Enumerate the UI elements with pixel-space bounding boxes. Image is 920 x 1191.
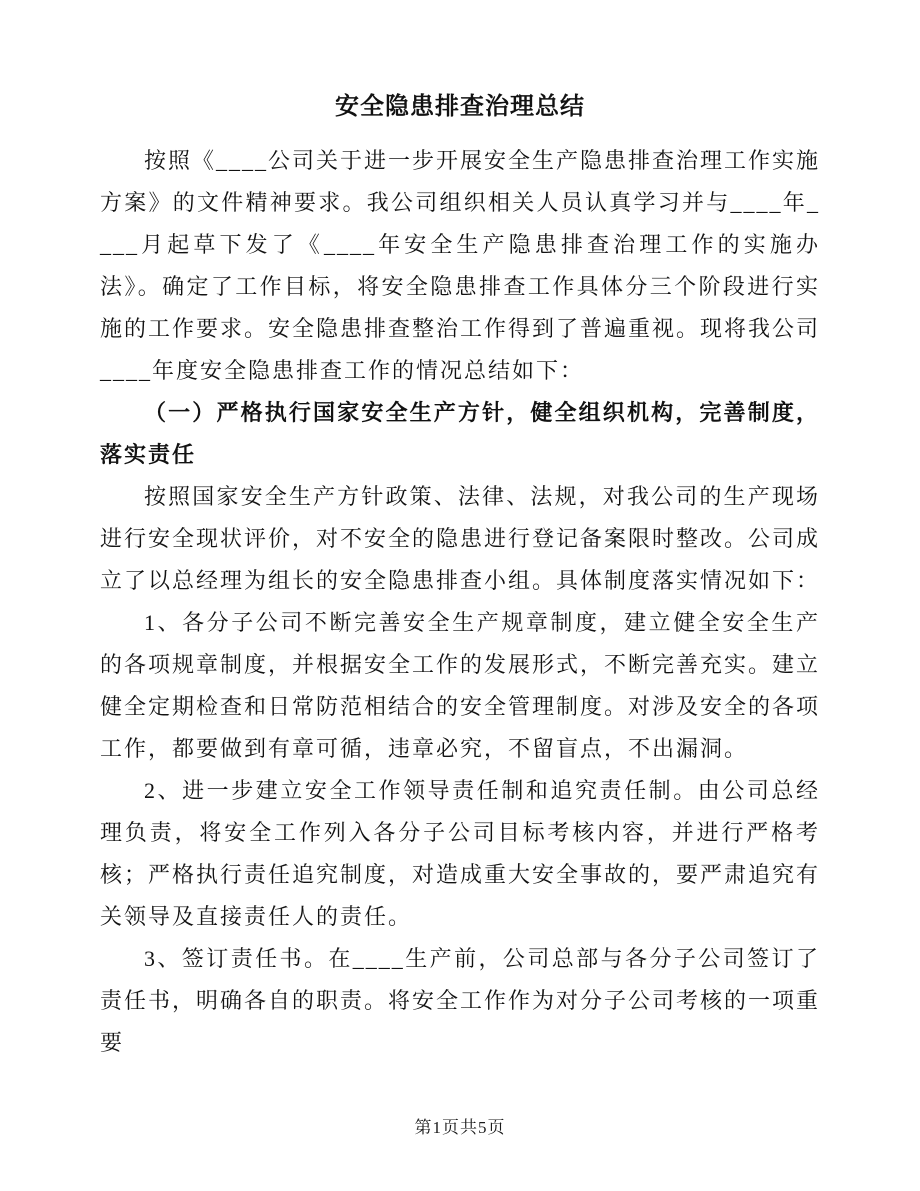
section-heading-1: （一）严格执行国家安全生产方针，健全组织机构，完善制度，落实责任 [100, 400, 820, 467]
body-paragraph-item-1: 1、各分子公司不断完善安全生产规章制度，建立健全安全生产的各项规章制度，并根据安全工作的发展形式，不断完善充实。建立健全定期检查和日常防范相结合的安全管理制度。对涉及安全的各项工作，都要做到有章可循，违章必究，不留盲点，不出漏洞。 [100, 610, 821, 761]
page-title: 安全隐患排查治理总结 [335, 94, 585, 120]
body-paragraph-item-2: 2、进一步建立安全工作领导责任制和追究责任制。由公司总经理负责，将安全工作列入各分子公司目标考核内容，并进行严格考核；严格执行责任追究制度，对造成重大安全事故的，要严肃追究有关领导及直接责任人的责任。 [100, 778, 821, 929]
body-paragraph-intro: 按照《____公司关于进一步开展安全生产隐患排查治理工作实施方案》的文件精神要求。我公司组织相关人员认真学习并与____年____月起草下发了《____年安全生产隐患排查治理工作的实施办法》。确定了工作目标，将安全隐患排查工作具体分三个阶段进行实施的工作要求。安全隐患排查整治工作得到了普遍重视。现将我公司____年度安全隐患排查工作的情况总结如下： [100, 148, 821, 383]
body-paragraph-policy: 按照国家安全生产方针政策、法律、法规，对我公司的生产现场进行安全现状评价，对不安全的隐患进行登记备案限时整改。公司成立了以总经理为组长的安全隐患排查小组。具体制度落实情况如下： [100, 484, 821, 593]
page-number-footer: 第1页共5页 [414, 1118, 506, 1137]
body-paragraph-item-3: 3、签订责任书。在____生产前，公司总部与各分子公司签订了责任书，明确各自的职责。将安全工作作为对分子公司考核的一项重要 [100, 946, 821, 1055]
